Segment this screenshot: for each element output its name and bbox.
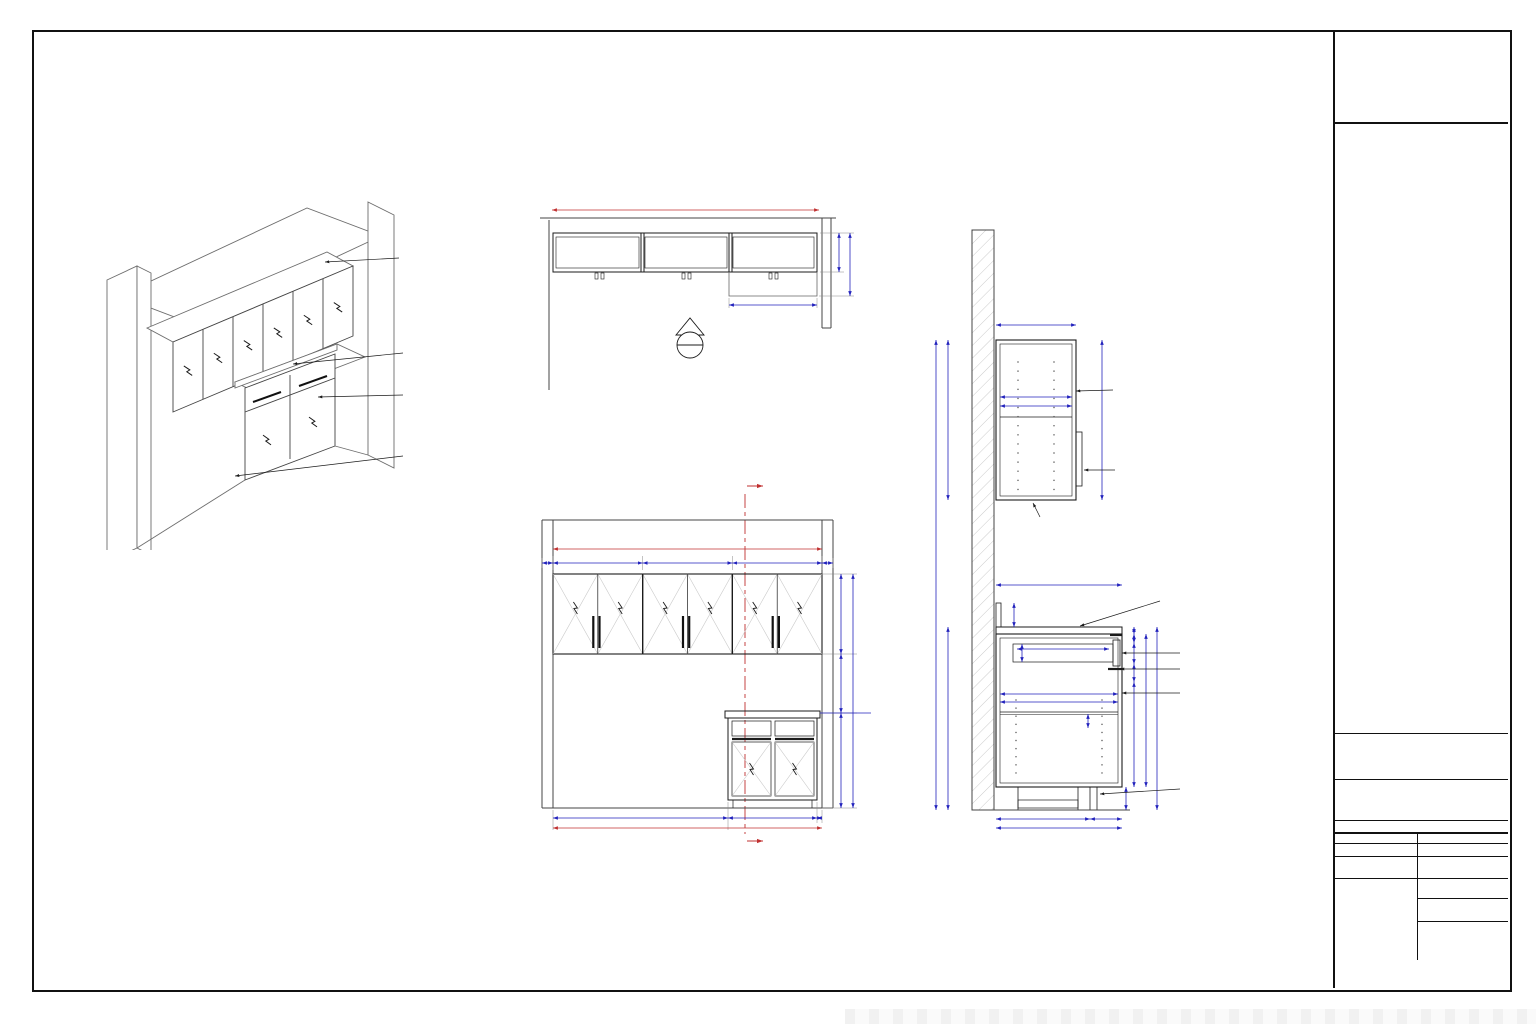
elevation-view: [535, 478, 920, 888]
plan-view-marker: [676, 318, 704, 358]
plan-extensions: [729, 233, 854, 308]
logo-box: [1333, 30, 1508, 124]
plan-view: [540, 193, 885, 405]
section-wall: [972, 230, 994, 810]
project-manager-label: [1333, 834, 1417, 836]
notes-column: [1340, 124, 1504, 136]
iso-view: [85, 150, 485, 550]
revisions-label: [1333, 879, 1417, 881]
elevation-base: [725, 711, 820, 808]
section-upper-cabinet: [996, 340, 1082, 500]
job-no-label: [1417, 899, 1508, 901]
titleblock-grid: [1333, 832, 1508, 960]
elevation-extensions: [542, 556, 857, 830]
plan-cabinets: [553, 233, 817, 296]
sheet-no-label: [1417, 922, 1508, 924]
date-approved-label: [1417, 879, 1508, 881]
section-dims: [936, 325, 1157, 828]
elevation-uppers: [553, 574, 822, 654]
scale-value: [1333, 859, 1417, 860]
plan-dims: [552, 210, 850, 305]
section-cut-line: [745, 486, 763, 841]
scan-artifact-strip: [845, 1009, 1536, 1024]
architect-label: [1333, 821, 1508, 823]
date-drawn-value: [1417, 857, 1508, 858]
drawn-by-value: [1417, 834, 1508, 835]
title-label: [1333, 780, 1508, 782]
section-leaders: [1033, 390, 1180, 794]
iso-geometry: [107, 202, 394, 550]
section-view: [930, 222, 1235, 882]
section-base-cabinet: [972, 603, 1130, 810]
plan-walls: [540, 218, 836, 390]
project-label: [1333, 734, 1508, 736]
